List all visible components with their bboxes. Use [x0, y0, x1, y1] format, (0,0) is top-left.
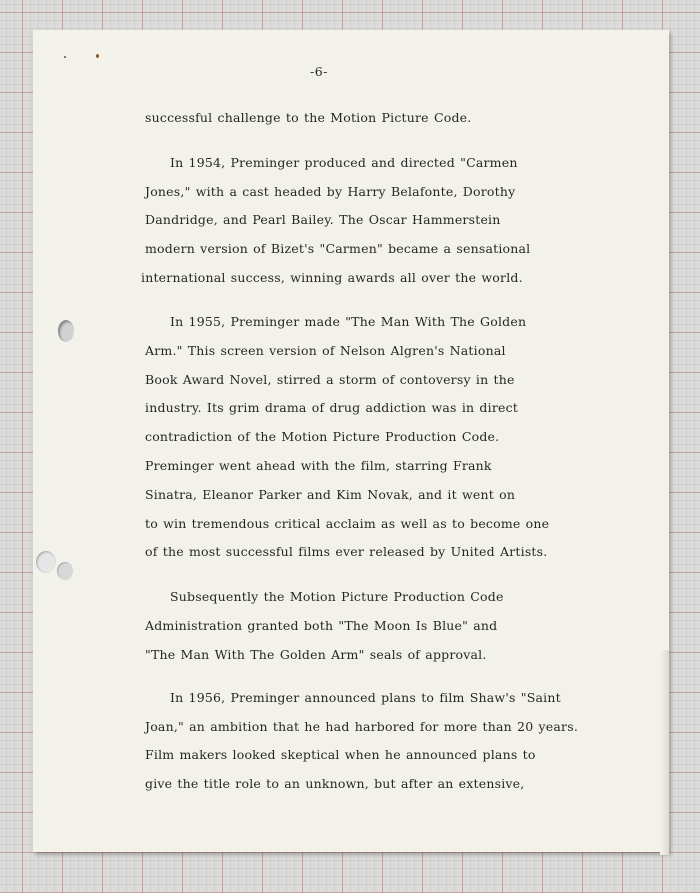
text-line: "The Man With The Golden Arm" seals of approval.	[145, 647, 487, 662]
punch-hole	[57, 562, 73, 580]
page-edge-shadow	[660, 650, 669, 855]
punch-hole	[36, 551, 56, 573]
text-line: Arm." This screen version of Nelson Algren's National	[145, 343, 506, 358]
text-line: Subsequently the Motion Picture Production Code	[170, 589, 504, 604]
text-line: Jones," with a cast headed by Harry Belafonte, Dorothy	[145, 184, 516, 199]
text-line: Dandridge, and Pearl Bailey. The Oscar Hammerstein	[145, 212, 501, 227]
text-line: give the title role to an unknown, but after an extensive,	[145, 776, 525, 791]
text-line: successful challenge to the Motion Picture Code.	[145, 110, 472, 125]
text-line: to win tremendous critical acclaim as well as to become one	[145, 516, 550, 531]
text-line: In 1955, Preminger made "The Man With The Golden	[170, 314, 527, 329]
text-line: international success, winning awards all over the world.	[141, 270, 523, 285]
page-speck	[64, 56, 66, 58]
text-line: Book Award Novel, stirred a storm of contoversy in the	[145, 372, 515, 387]
text-line: Preminger went ahead with the film, starring Frank	[145, 458, 492, 473]
text-line: Film makers looked skeptical when he announced plans to	[145, 747, 536, 762]
text-line: In 1954, Preminger produced and directed "Carmen	[170, 155, 518, 170]
text-line: contradiction of the Motion Picture Production Code.	[145, 429, 500, 444]
text-line: modern version of Bizet's "Carmen" became a sensational	[145, 241, 531, 256]
text-line: Sinatra, Eleanor Parker and Kim Novak, and it went on	[145, 487, 516, 502]
text-line: In 1956, Preminger announced plans to film Shaw's "Saint	[170, 690, 561, 705]
page-number: -6-	[310, 64, 328, 79]
text-line: industry. Its grim drama of drug addiction was in direct	[145, 400, 519, 415]
punch-hole	[58, 320, 74, 342]
text-line: Administration granted both "The Moon Is Blue" and	[145, 618, 498, 633]
text-line: Joan," an ambition that he had harbored for more than 20 years.	[145, 719, 578, 734]
page-speck	[96, 54, 99, 58]
text-line: of the most successful films ever released by United Artists.	[145, 544, 548, 559]
